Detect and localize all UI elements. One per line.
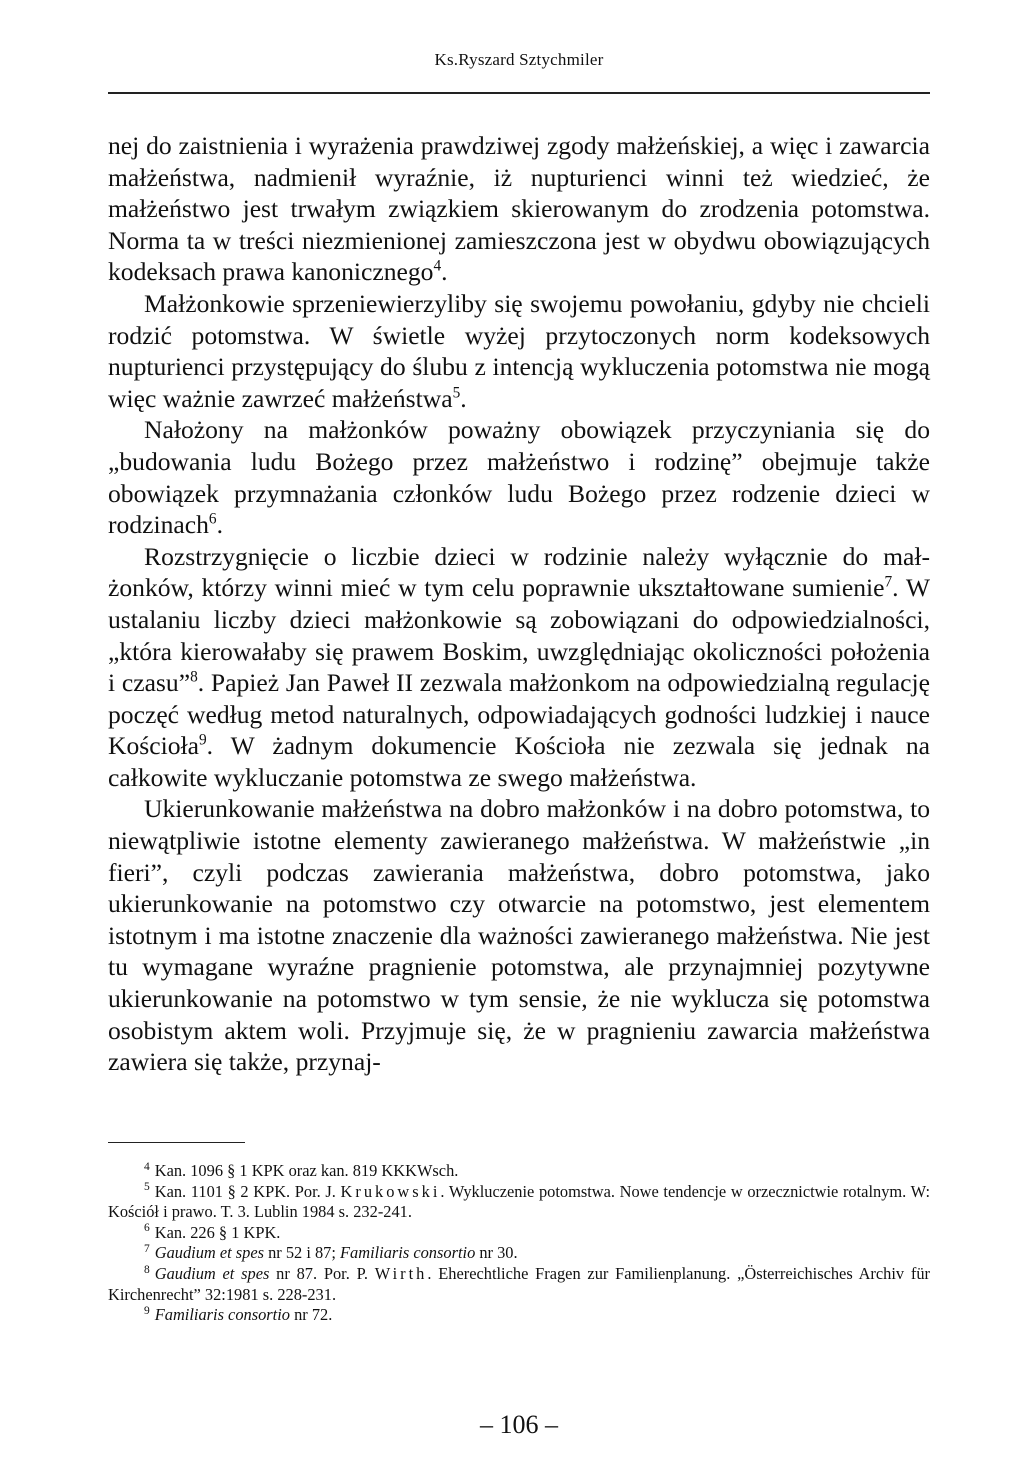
header-rule [108,92,930,94]
footnote-text: Kan. 1101 § 2 KPK. Por. J. [154,1181,341,1201]
footnote-text: nr 87. Por. P. [269,1263,375,1283]
footnote-title: Gaudium et spes [154,1263,270,1283]
paragraph [108,414,930,540]
text-run: . W żadnym dokumencie Kościoła nie zezwala się jednak na całkowite wykluczanie potomstwa ze swego małżeństwa. [108,731,930,792]
text-run: Małżonkowie sprzeniewierzyliby się swojemu powołaniu, gdyby nie chcieli rodzić potomstwa. W świetle wyżej przytoczonych norm kodeksowych nupturienci przystępujący do ślubu z intencją wykluczenia potomstwa nie mogą więc ważnie zawrzeć małżeństwa [108,288,930,413]
footnote-author: Wirth [374,1263,428,1283]
footnotes [108,1161,930,1326]
text-run: . [216,510,223,540]
footnote [108,1182,930,1223]
footnote-number: 8 [144,1263,150,1276]
book-page [108,0,930,1468]
footnote-number: 5 [144,1181,150,1194]
paragraph [108,541,930,794]
footnote-ref[interactable]: 8 [190,668,198,686]
footnote [108,1161,930,1182]
text-run: Ukierunkowanie małżeństwa na dobro małżonków i na dobro potomstwa, to niewątpliwie istotne elementy zawieranego małżeństwa. W małżeństwie „in fieri”, czyli podczas zawierania małżeństwa, dobro potomstwa, jako ukierunkowanie na potomstwo czy otwarcie na potomstwo, jest elementem istotnym i ma istotne znaczenie dla ważności zawieranego małżeństwa. Nie jest tu wymagane wyraźne pragnienie potomstwa, ale przynajmniej pozytywne ukierunkowanie na potomstwo w tym sensie, że nie wyklucza się potomstwa osobistym aktem woli. Przyjmuje się, że w pragnieniu zawarcia małżeństwa zawiera się także, przynaj- [108,794,930,1077]
footnote-title: Familiaris consortio [340,1243,476,1263]
footnote [108,1223,930,1244]
text-run: Nałożony na małżonków poważny obowiązek przyczyniania się do „budowania ludu Bożego przez małżeństwo i rodzinę” obejmuje także obowiązek przymnażania członków ludu Bożego przez rodzenie dzieci w rodzinach [108,415,930,540]
footnote-author: Krukowski [340,1181,441,1201]
page-number: – 106 – [480,1410,558,1439]
footnote-text: nr 52 i 87; [264,1243,341,1263]
main-text [108,130,930,1078]
text-run: . [441,257,448,287]
footnote-title: Familiaris consortio [154,1305,290,1325]
text-run: . [460,383,467,413]
paragraph [108,288,930,414]
text-run: Rozstrzygnięcie o liczbie dzieci w rodzinie należy wyłącznie do małżonków, którzy winni mieć w tym celu poprawnie ukształtowane sumienie [108,541,930,603]
footnote-ref[interactable]: 6 [208,510,217,528]
footnote-text: Kan. 226 § 1 KPK. [154,1222,281,1242]
footnote-ref[interactable]: 5 [452,384,461,402]
footnote-text: . Wykluczenie potomstwa. Nowe tendencje w orzecznictwie rotalnym. W: Kościół i prawo. T. 3. Lublin 1984 s. 232-241. [108,1181,930,1222]
footnote-number: 4 [144,1160,150,1173]
footnote [108,1243,930,1264]
text-run: nej do zaistnienia i wyrażenia prawdziwej zgody małżeńskiej, a więc i zawarcia małżeństwa, nadmienił wyraźnie, iż nupturienci winni też wiedzieć, że małżeństwo jest trwałym związkiem skierowanym do zrodzenia potomstwa. Norma ta w treści niezmienionej zamieszczona jest w obydwu obowiązujących kodeksach prawa kanonicznego [108,131,930,287]
footnote-rule [108,1142,245,1143]
footnote-text: nr 30. [475,1243,518,1263]
footnote-number: 6 [144,1222,150,1235]
text-run: . Papież Jan Paweł II zezwala małżonkom na odpowiedzialną regulację poczęć według metod naturalnych, odpowiadających godności ludzkiej i nauce Kościoła [108,668,930,761]
text-run: . W ustalaniu liczby dzieci małżonkowie są zobowiązani do odpowiedzialności, „która kierowałaby się prawem Boskim, uwzględniając okoliczności położenia i czasu” [108,573,930,698]
paragraph [108,793,930,1077]
footnote-ref[interactable]: 9 [198,731,207,749]
footnote-text: nr 72. [289,1305,333,1325]
footnote-text: . Eherechtliche Fragen zur Familienplanung. „Österreichisches Archiv für Kirchenrecht” 32:1981 s. 228-231. [108,1263,930,1304]
footnote-ref[interactable]: 7 [884,573,893,591]
footnote-number: 7 [144,1242,150,1255]
running-header: Ks.Ryszard Sztychmiler [434,50,604,69]
footnote-number: 9 [144,1304,150,1317]
footnote-ref[interactable]: 4 [433,257,442,275]
footnote-title: Gaudium et spes [154,1243,264,1263]
footnote-text: Kan. 1096 § 1 KPK oraz kan. 819 KKKWsch. [154,1161,459,1180]
paragraph [108,130,930,288]
footnote [108,1305,930,1326]
footnote [108,1264,930,1305]
